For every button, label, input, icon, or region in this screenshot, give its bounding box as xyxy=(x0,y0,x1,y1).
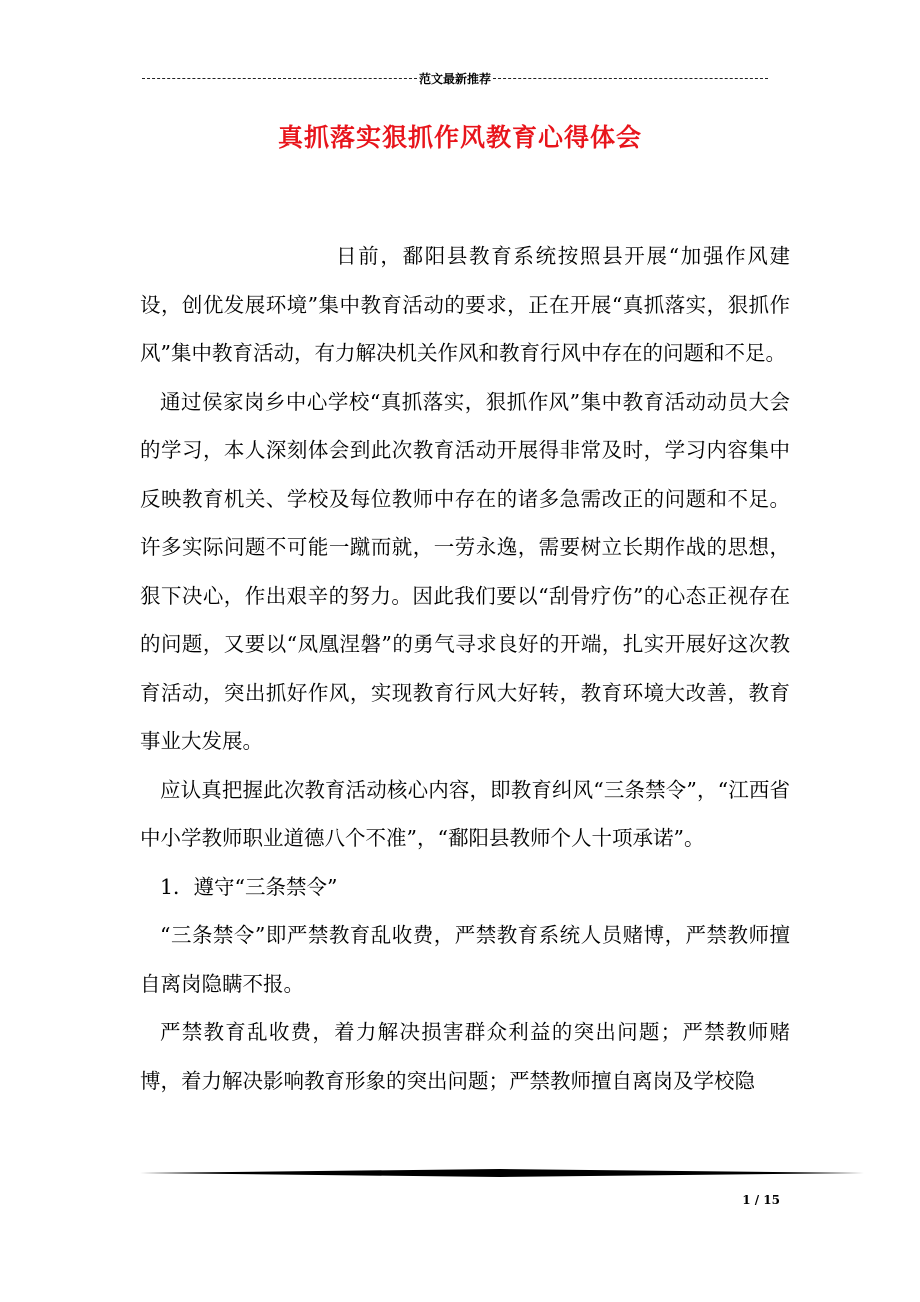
paragraph-intro: 日前，鄱阳县教育系统按照县开展“加强作风建设，创优发展环境”集中教育活动的要求，正在开展“真抓落实，狠抓作风”集中教育活动，有力解决机关作风和教育行风中存在的问题和不足。 xyxy=(140,244,790,365)
paragraph-core-content: 应认真把握此次教育活动核心内容，即教育纠风“三条禁令”，“江西省中小学教师职业道德八个不准”，“鄱阳县教师个人十项承诺”。 xyxy=(140,777,790,850)
section-heading-three-bans: 1．遵守“三条禁令” xyxy=(160,874,338,899)
header-dashes-right xyxy=(493,78,768,79)
page-number: 1 / 15 xyxy=(742,1193,780,1207)
paragraph-three-bans: “三条禁令”即严禁教育乱收费，严禁教育系统人员赌博，严禁教师擅自离岗隐瞒不报。 xyxy=(140,923,790,996)
header-label: 范文最新推荐 xyxy=(419,71,492,86)
document-title: 真抓落实狠抓作风教育心得体会 xyxy=(277,123,642,152)
page-header xyxy=(142,68,768,88)
document-body xyxy=(140,232,790,1105)
paragraph-bans-detail: 严禁教育乱收费，着力解决损害群众利益的突出问题；严禁教师赌博，着力解决影响教育形象的突出问题；严禁教师擅自离岗及学校隐 xyxy=(140,1020,790,1093)
header-dashes-left xyxy=(142,78,417,79)
footer-divider xyxy=(140,1166,864,1180)
paragraph-study: 通过侯家岗乡中心学校“真抓落实，狠抓作风”集中教育活动动员大会的学习，本人深刻体会到此次教育活动开展得非常及时，学习内容集中反映教育机关、学校及每位教师中存在的诸多急需改正的问题和不足。许多实际问题不可能一蹴而就，一劳永逸，需要树立长期作战的思想，狠下决心，作出艰辛的努力。因此我们要以“刮骨疗伤”的心态正视存在的问题，又要以“凤凰涅磐”的勇气寻求良好的开端，扎实开展好这次教育活动，突出抓好作风，实现教育行风大好转，教育环境大改善，教育事业大发展。 xyxy=(140,389,790,753)
